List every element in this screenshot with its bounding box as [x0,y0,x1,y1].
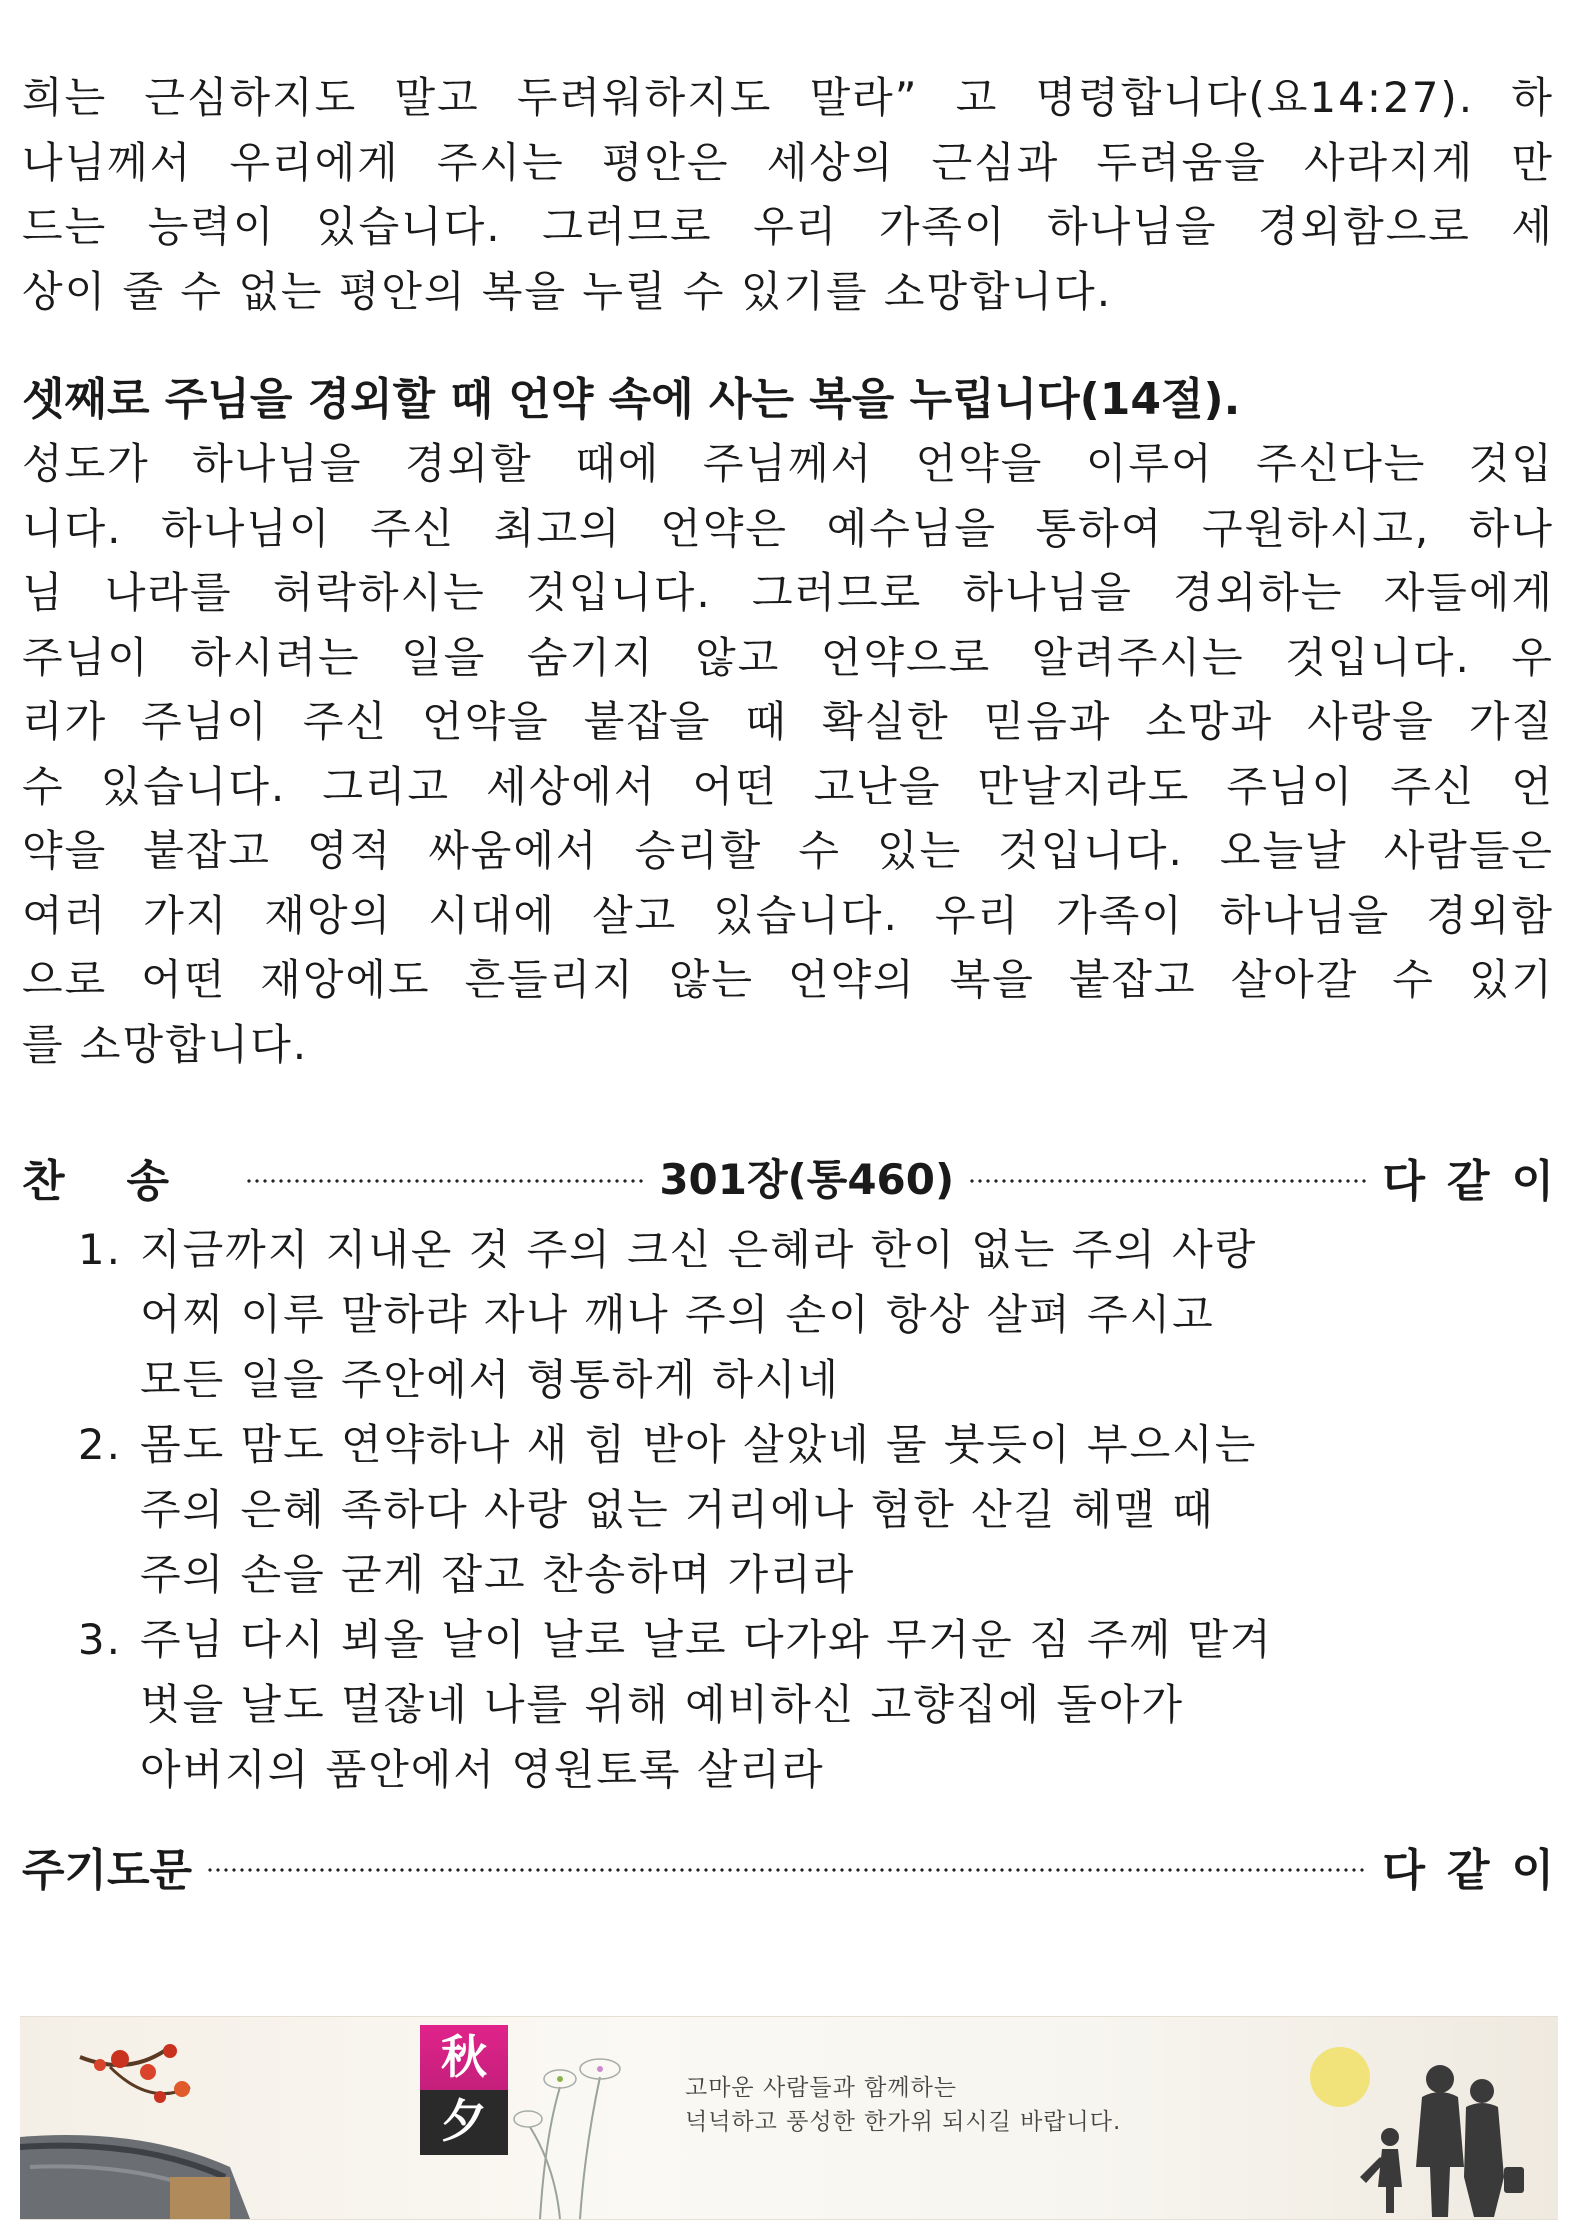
hymn-lyrics [22,1217,1554,1802]
hymn-verse [22,1217,1554,1412]
verse-number: 2. [77,1420,122,1469]
text-line: 성도가 하나님을 경외할 때에 주님께서 언약을 이루어 주신다는 것입 [22,439,1554,488]
lyric-line: 아버지의 품안에서 영원토록 살리라 [140,1745,825,1794]
prayer-performer: 다같이 [1382,1845,1576,1896]
document-page [22,66,1577,1902]
lyric-line: 지금까지 지내온 것 주의 크신 은혜라 한이 없는 주의 사랑 [140,1225,1258,1274]
intro-paragraph [22,66,1554,324]
text-line: 님 나라를 허락하시는 것입니다. 그러므로 하나님을 경외하는 자들에게 [22,568,1554,617]
text-line: 주님이 하시려는 일을 숨기지 않고 언약으로 알려주시는 것입니다. 우 [22,632,1554,682]
hymn-label: 찬송 [22,1156,232,1207]
text-line: 으로 어떤 재앙에도 흔들리지 않는 언약의 복을 붙잡고 살아갈 수 있기 [22,955,1554,1004]
lyric-line: 어찌 이루 말하랴 자나 깨나 주의 손이 항상 살펴 주시고 [140,1290,1215,1339]
text-line: 상이 줄 수 없는 평안의 복을 누릴 수 있기를 소망합니다. [22,266,1113,316]
hymn-performer: 다같이 [1382,1156,1577,1207]
flower-illustration [500,2017,660,2219]
hymn-verse [22,1412,1554,1607]
lyric-line: 주의 은혜 족하다 사랑 없는 거리에나 험한 산길 헤맬 때 [140,1485,1215,1534]
seal-char-bottom: 夕 [441,2094,487,2148]
text-line: 니다. 하나님이 주신 최고의 언약은 예수님을 통하여 구원하시고, 하나 [22,503,1554,553]
hanok-roof-illustration [20,2017,380,2219]
text-line: 여러 가지 재앙의 시대에 살고 있습니다. 우리 가족이 하나님을 경외함 [22,890,1554,940]
hymn-number: 301장(통460) [659,1155,955,1204]
prayer-order-row [22,1830,1576,1902]
section-paragraph [22,432,1554,1077]
section-heading: 셋째로 주님을 경외할 때 언약 속에 사는 복을 누립니다(14절). [22,374,1241,425]
verse-number: 3. [77,1615,122,1664]
text-line: 약을 붙잡고 영적 싸움에서 승리할 수 있는 것입니다. 오늘날 사람들은 [22,826,1554,875]
lyric-line: 몸도 맘도 연약하나 새 힘 받아 살았네 물 붓듯이 부으시는 [140,1420,1258,1469]
text-line: 드는 능력이 있습니다. 그러므로 우리 가족이 하나님을 경외함으로 세 [22,202,1554,251]
dotted-leader [968,1178,1368,1184]
text-line: 희는 근심하지도 말고 두려워하지도 말라” 고 명령합니다(요14:27). 하 [22,73,1554,122]
dotted-leader [206,1867,1368,1873]
lyric-line: 주님 다시 뵈올 날이 날로 날로 다가와 무거운 짐 주께 맡겨 [140,1615,1273,1664]
hymn-verse [22,1607,1554,1802]
banner-message [685,2071,1121,2139]
verse-number: 1. [77,1225,122,1274]
dotted-leader [245,1178,645,1184]
seal-char-top: 秋 [441,2030,487,2084]
banner-message-line: 넉넉하고 풍성한 한가위 되시길 바랍니다. [685,2109,1122,2135]
text-line: 나님께서 우리에게 주시는 평안은 세상의 근심과 두려움을 사라지게 만 [22,137,1554,187]
lyric-line: 모든 일을 주안에서 형통하게 하시네 [140,1355,840,1404]
banner-message-line: 고마운 사람들과 함께하는 [685,2075,958,2101]
lyric-line: 주의 손을 굳게 잡고 찬송하며 가리라 [140,1550,856,1599]
text-line: 수 있습니다. 그리고 세상에서 어떤 고난을 만날지라도 주님이 주신 언 [22,761,1554,811]
lyric-line: 벗을 날도 멀잖네 나를 위해 예비하신 고향집에 돌아가 [140,1680,1185,1729]
chuseok-banner [20,2016,1558,2220]
prayer-label: 주기도문 [22,1845,193,1896]
family-silhouette-illustration [1290,2017,1550,2219]
hymn-order-row [22,1141,1577,1213]
text-line: 리가 주님이 주신 언약을 붙잡을 때 확실한 믿음과 소망과 사랑을 가질 [22,697,1554,746]
text-line: 를 소망합니다. [22,1019,309,1069]
chuseok-seal [420,2025,508,2155]
